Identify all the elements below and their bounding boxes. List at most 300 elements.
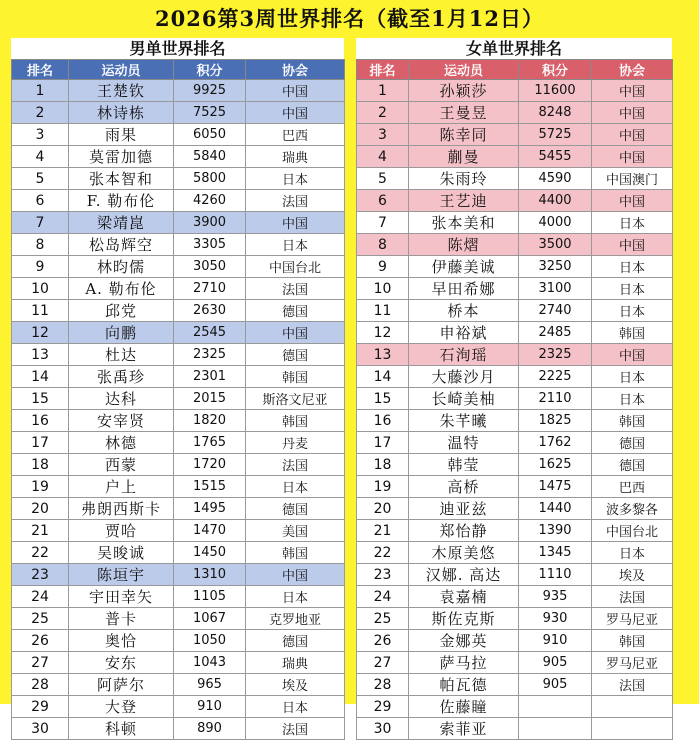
men-panel — [11, 38, 344, 738]
association-cell: 巴西 — [592, 476, 673, 498]
table-row — [12, 432, 345, 454]
table-row — [12, 476, 345, 498]
association-cell: 埃及 — [246, 674, 345, 696]
points-cell: 1495 — [174, 498, 246, 520]
page-title: 2026第3周世界排名（截至1月12日） — [155, 6, 544, 31]
player-name-cell: 向鹏 — [69, 322, 174, 344]
table-row — [12, 608, 345, 630]
player-name-cell: 桥本 — [409, 300, 519, 322]
player-name-cell: 萨马拉 — [409, 652, 519, 674]
points-cell: 2630 — [174, 300, 246, 322]
table-row — [357, 80, 673, 102]
rank-cell: 10 — [12, 278, 69, 300]
points-cell: 5725 — [519, 124, 592, 146]
table-row — [12, 278, 345, 300]
association-cell: 法国 — [592, 586, 673, 608]
association-cell: 韩国 — [246, 542, 345, 564]
points-cell: 3500 — [519, 234, 592, 256]
points-cell: 1825 — [519, 410, 592, 432]
player-name-cell: 孙颖莎 — [409, 80, 519, 102]
association-cell: 德国 — [246, 344, 345, 366]
association-cell: 韩国 — [246, 410, 345, 432]
association-cell: 韩国 — [592, 410, 673, 432]
header-points: 积分 — [519, 60, 592, 80]
association-cell: 日本 — [246, 234, 345, 256]
association-cell: 中国台北 — [592, 520, 673, 542]
rank-cell: 5 — [12, 168, 69, 190]
association-cell: 日本 — [592, 278, 673, 300]
women-ranking-table — [356, 59, 673, 740]
association-cell: 美国 — [246, 520, 345, 542]
rank-cell: 3 — [357, 124, 409, 146]
rank-cell: 2 — [12, 102, 69, 124]
points-cell: 5800 — [174, 168, 246, 190]
player-name-cell: 伊藤美诚 — [409, 256, 519, 278]
table-row — [357, 256, 673, 278]
rank-cell: 9 — [12, 256, 69, 278]
rank-cell: 4 — [12, 146, 69, 168]
points-cell: 3305 — [174, 234, 246, 256]
player-name-cell: 奥恰 — [69, 630, 174, 652]
rank-cell: 19 — [357, 476, 409, 498]
player-name-cell: 金娜英 — [409, 630, 519, 652]
association-cell: 韩国 — [592, 322, 673, 344]
points-cell: 2545 — [174, 322, 246, 344]
rank-cell: 27 — [12, 652, 69, 674]
points-cell: 2110 — [519, 388, 592, 410]
rank-cell: 18 — [357, 454, 409, 476]
points-cell: 1720 — [174, 454, 246, 476]
rank-cell: 15 — [357, 388, 409, 410]
player-name-cell: 松岛辉空 — [69, 234, 174, 256]
table-row — [357, 476, 673, 498]
association-cell: 巴西 — [246, 124, 345, 146]
table-row — [357, 190, 673, 212]
women-panel-title: 女单世界排名 — [465, 39, 562, 58]
points-cell: 1043 — [174, 652, 246, 674]
table-row — [12, 652, 345, 674]
player-name-cell: 林德 — [69, 432, 174, 454]
points-cell: 4000 — [519, 212, 592, 234]
rank-cell: 25 — [357, 608, 409, 630]
player-name-cell: 王曼昱 — [409, 102, 519, 124]
player-name-cell: 迪亚兹 — [409, 498, 519, 520]
player-name-cell: 大藤沙月 — [409, 366, 519, 388]
table-row — [12, 388, 345, 410]
rank-cell: 7 — [357, 212, 409, 234]
player-name-cell: 吴晙诚 — [69, 542, 174, 564]
men-table-body — [12, 80, 345, 740]
table-row — [12, 322, 345, 344]
points-cell: 8248 — [519, 102, 592, 124]
association-cell: 法国 — [592, 674, 673, 696]
table-row — [12, 674, 345, 696]
men-table-header — [12, 60, 345, 80]
association-cell: 埃及 — [592, 564, 673, 586]
rank-cell: 28 — [12, 674, 69, 696]
association-cell: 德国 — [246, 300, 345, 322]
association-cell: 日本 — [592, 366, 673, 388]
points-cell — [519, 696, 592, 718]
rank-cell: 30 — [12, 718, 69, 740]
points-cell: 910 — [174, 696, 246, 718]
player-name-cell: 林诗栋 — [69, 102, 174, 124]
player-name-cell: 木原美悠 — [409, 542, 519, 564]
table-row — [357, 366, 673, 388]
association-cell: 法国 — [246, 278, 345, 300]
player-name-cell: 袁嘉楠 — [409, 586, 519, 608]
rank-cell: 23 — [357, 564, 409, 586]
association-cell: 中国 — [592, 102, 673, 124]
rank-cell: 6 — [12, 190, 69, 212]
rank-cell: 19 — [12, 476, 69, 498]
women-table-header — [357, 60, 673, 80]
table-row — [12, 256, 345, 278]
table-row — [12, 586, 345, 608]
player-name-cell: 莫雷加德 — [69, 146, 174, 168]
header-association: 协会 — [246, 60, 345, 80]
table-row — [12, 498, 345, 520]
points-cell: 1450 — [174, 542, 246, 564]
player-name-cell: 朱芊曦 — [409, 410, 519, 432]
points-cell: 1310 — [174, 564, 246, 586]
association-cell: 中国 — [246, 212, 345, 234]
association-cell: 罗马尼亚 — [592, 608, 673, 630]
points-cell: 1820 — [174, 410, 246, 432]
player-name-cell: 阿萨尔 — [69, 674, 174, 696]
points-cell: 4260 — [174, 190, 246, 212]
player-name-cell: 安东 — [69, 652, 174, 674]
table-row — [357, 652, 673, 674]
points-cell: 3100 — [519, 278, 592, 300]
header-rank: 排名 — [12, 60, 69, 80]
table-row — [357, 608, 673, 630]
association-cell: 中国 — [592, 344, 673, 366]
association-cell: 中国 — [246, 564, 345, 586]
table-row — [12, 410, 345, 432]
table-row — [357, 212, 673, 234]
table-row — [357, 124, 673, 146]
player-name-cell: 西蒙 — [69, 454, 174, 476]
association-cell: 罗马尼亚 — [592, 652, 673, 674]
player-name-cell: 早田希娜 — [409, 278, 519, 300]
points-cell: 2325 — [519, 344, 592, 366]
association-cell: 中国 — [246, 102, 345, 124]
points-cell: 1345 — [519, 542, 592, 564]
table-row — [12, 564, 345, 586]
points-cell: 2740 — [519, 300, 592, 322]
player-name-cell: F. 勒布伦 — [69, 190, 174, 212]
association-cell: 中国 — [246, 322, 345, 344]
player-name-cell: 张禹珍 — [69, 366, 174, 388]
table-row — [12, 80, 345, 102]
player-name-cell: 弗朗西斯卡 — [69, 498, 174, 520]
table-row — [357, 432, 673, 454]
points-cell: 3900 — [174, 212, 246, 234]
association-cell — [592, 718, 673, 740]
points-cell: 7525 — [174, 102, 246, 124]
association-cell: 德国 — [592, 432, 673, 454]
association-cell: 德国 — [246, 498, 345, 520]
table-row — [12, 146, 345, 168]
player-name-cell: 斯佐克斯 — [409, 608, 519, 630]
rank-cell: 8 — [357, 234, 409, 256]
rank-cell: 27 — [357, 652, 409, 674]
rank-cell: 12 — [12, 322, 69, 344]
table-row — [12, 366, 345, 388]
association-cell: 中国 — [592, 234, 673, 256]
women-table-body — [357, 80, 673, 740]
header-points: 积分 — [174, 60, 246, 80]
points-cell: 935 — [519, 586, 592, 608]
player-name-cell: 朱雨玲 — [409, 168, 519, 190]
player-name-cell: 申裕斌 — [409, 322, 519, 344]
rank-cell: 13 — [12, 344, 69, 366]
rank-cell: 21 — [12, 520, 69, 542]
points-cell: 2710 — [174, 278, 246, 300]
association-cell: 中国 — [246, 80, 345, 102]
rank-cell: 2 — [357, 102, 409, 124]
player-name-cell: 王楚钦 — [69, 80, 174, 102]
rank-cell: 6 — [357, 190, 409, 212]
points-cell: 4590 — [519, 168, 592, 190]
points-cell: 2225 — [519, 366, 592, 388]
table-row — [12, 718, 345, 740]
player-name-cell: 长崎美柚 — [409, 388, 519, 410]
points-cell: 1440 — [519, 498, 592, 520]
table-row — [12, 344, 345, 366]
rank-cell: 10 — [357, 278, 409, 300]
points-cell: 905 — [519, 674, 592, 696]
player-name-cell: 韩莹 — [409, 454, 519, 476]
rank-cell: 14 — [357, 366, 409, 388]
player-name-cell: 石洵瑶 — [409, 344, 519, 366]
points-cell: 1765 — [174, 432, 246, 454]
association-cell: 日本 — [592, 388, 673, 410]
association-cell: 中国 — [592, 146, 673, 168]
header-rank: 排名 — [357, 60, 409, 80]
association-cell: 日本 — [246, 696, 345, 718]
association-cell: 日本 — [592, 542, 673, 564]
player-name-cell: 梁靖崑 — [69, 212, 174, 234]
player-name-cell: 达科 — [69, 388, 174, 410]
table-row — [357, 234, 673, 256]
rank-cell: 16 — [12, 410, 69, 432]
points-cell: 3250 — [519, 256, 592, 278]
association-cell: 瑞典 — [246, 652, 345, 674]
points-cell: 910 — [519, 630, 592, 652]
player-name-cell: 温特 — [409, 432, 519, 454]
points-cell: 1762 — [519, 432, 592, 454]
points-cell: 2301 — [174, 366, 246, 388]
player-name-cell: 科顿 — [69, 718, 174, 740]
rank-cell: 24 — [357, 586, 409, 608]
points-cell: 3050 — [174, 256, 246, 278]
rank-cell: 1 — [12, 80, 69, 102]
table-row — [12, 124, 345, 146]
points-cell: 9925 — [174, 80, 246, 102]
association-cell: 中国 — [592, 190, 673, 212]
rank-cell: 17 — [12, 432, 69, 454]
player-name-cell: 陈幸同 — [409, 124, 519, 146]
player-name-cell: 林昀儒 — [69, 256, 174, 278]
rank-cell: 1 — [357, 80, 409, 102]
association-cell: 波多黎各 — [592, 498, 673, 520]
player-name-cell: 索菲亚 — [409, 718, 519, 740]
rank-cell: 23 — [12, 564, 69, 586]
association-cell: 日本 — [592, 212, 673, 234]
association-cell: 日本 — [246, 168, 345, 190]
association-cell: 法国 — [246, 190, 345, 212]
table-row — [357, 564, 673, 586]
player-name-cell: 普卡 — [69, 608, 174, 630]
points-cell: 2485 — [519, 322, 592, 344]
player-name-cell: 佐藤瞳 — [409, 696, 519, 718]
points-cell: 4400 — [519, 190, 592, 212]
player-name-cell: 蒯曼 — [409, 146, 519, 168]
rank-cell: 12 — [357, 322, 409, 344]
table-row — [357, 168, 673, 190]
association-cell: 瑞典 — [246, 146, 345, 168]
rank-cell: 7 — [12, 212, 69, 234]
table-row — [12, 454, 345, 476]
table-row — [357, 454, 673, 476]
rank-cell: 14 — [12, 366, 69, 388]
table-row — [357, 542, 673, 564]
women-panel — [356, 38, 672, 738]
rank-cell: 13 — [357, 344, 409, 366]
points-cell: 5840 — [174, 146, 246, 168]
rank-cell: 28 — [357, 674, 409, 696]
rank-cell: 22 — [357, 542, 409, 564]
player-name-cell: 张本智和 — [69, 168, 174, 190]
table-row — [357, 498, 673, 520]
points-cell: 1390 — [519, 520, 592, 542]
player-name-cell: 张本美和 — [409, 212, 519, 234]
header-association: 协会 — [592, 60, 673, 80]
table-row — [12, 542, 345, 564]
table-row — [357, 300, 673, 322]
points-cell: 1105 — [174, 586, 246, 608]
points-cell: 2325 — [174, 344, 246, 366]
table-row — [357, 278, 673, 300]
table-row — [357, 586, 673, 608]
rank-cell: 29 — [12, 696, 69, 718]
player-name-cell: 陈熠 — [409, 234, 519, 256]
player-name-cell: 郑怡静 — [409, 520, 519, 542]
table-row — [357, 630, 673, 652]
association-cell: 中国 — [592, 124, 673, 146]
points-cell: 905 — [519, 652, 592, 674]
player-name-cell: 大登 — [69, 696, 174, 718]
header-player: 运动员 — [69, 60, 174, 80]
table-row — [357, 674, 673, 696]
rank-cell: 9 — [357, 256, 409, 278]
rank-cell: 15 — [12, 388, 69, 410]
association-cell: 中国澳门 — [592, 168, 673, 190]
association-cell: 法国 — [246, 454, 345, 476]
table-row — [357, 344, 673, 366]
points-cell: 965 — [174, 674, 246, 696]
points-cell: 1110 — [519, 564, 592, 586]
points-cell: 1475 — [519, 476, 592, 498]
player-name-cell: 安宰贤 — [69, 410, 174, 432]
association-cell: 丹麦 — [246, 432, 345, 454]
table-row — [357, 146, 673, 168]
table-row — [357, 520, 673, 542]
rank-cell: 30 — [357, 718, 409, 740]
association-cell: 中国台北 — [246, 256, 345, 278]
table-row — [357, 102, 673, 124]
table-row — [357, 696, 673, 718]
rank-cell: 5 — [357, 168, 409, 190]
points-cell: 1050 — [174, 630, 246, 652]
player-name-cell: 陈垣宇 — [69, 564, 174, 586]
association-cell: 德国 — [592, 454, 673, 476]
table-row — [12, 300, 345, 322]
rank-cell: 16 — [357, 410, 409, 432]
table-row — [12, 630, 345, 652]
men-ranking-table — [11, 59, 345, 740]
association-cell: 日本 — [592, 256, 673, 278]
rank-cell: 29 — [357, 696, 409, 718]
rank-cell: 11 — [12, 300, 69, 322]
player-name-cell: 帕瓦德 — [409, 674, 519, 696]
association-cell: 日本 — [246, 586, 345, 608]
association-cell: 日本 — [592, 300, 673, 322]
player-name-cell: 雨果 — [69, 124, 174, 146]
player-name-cell: 汉娜. 高达 — [409, 564, 519, 586]
points-cell: 1067 — [174, 608, 246, 630]
rank-cell: 18 — [12, 454, 69, 476]
table-row — [12, 696, 345, 718]
rank-cell: 21 — [357, 520, 409, 542]
rank-cell: 8 — [12, 234, 69, 256]
association-cell: 斯洛文尼亚 — [246, 388, 345, 410]
association-cell: 中国 — [592, 80, 673, 102]
points-cell: 1625 — [519, 454, 592, 476]
association-cell — [592, 696, 673, 718]
table-row — [357, 388, 673, 410]
points-cell: 930 — [519, 608, 592, 630]
rank-cell: 24 — [12, 586, 69, 608]
rank-cell: 11 — [357, 300, 409, 322]
rank-cell: 22 — [12, 542, 69, 564]
rank-cell: 20 — [357, 498, 409, 520]
table-row — [12, 168, 345, 190]
points-cell: 1470 — [174, 520, 246, 542]
table-row — [12, 102, 345, 124]
table-row — [12, 520, 345, 542]
points-cell: 890 — [174, 718, 246, 740]
table-row — [357, 718, 673, 740]
association-cell: 日本 — [246, 476, 345, 498]
table-row — [357, 410, 673, 432]
table-row — [12, 234, 345, 256]
player-name-cell: 王艺迪 — [409, 190, 519, 212]
header-player: 运动员 — [409, 60, 519, 80]
player-name-cell: 高桥 — [409, 476, 519, 498]
rank-cell: 25 — [12, 608, 69, 630]
men-panel-title: 男单世界排名 — [129, 39, 226, 58]
points-cell: 2015 — [174, 388, 246, 410]
association-cell: 克罗地亚 — [246, 608, 345, 630]
association-cell: 法国 — [246, 718, 345, 740]
association-cell: 韩国 — [592, 630, 673, 652]
rank-cell: 3 — [12, 124, 69, 146]
association-cell: 韩国 — [246, 366, 345, 388]
table-row — [357, 322, 673, 344]
